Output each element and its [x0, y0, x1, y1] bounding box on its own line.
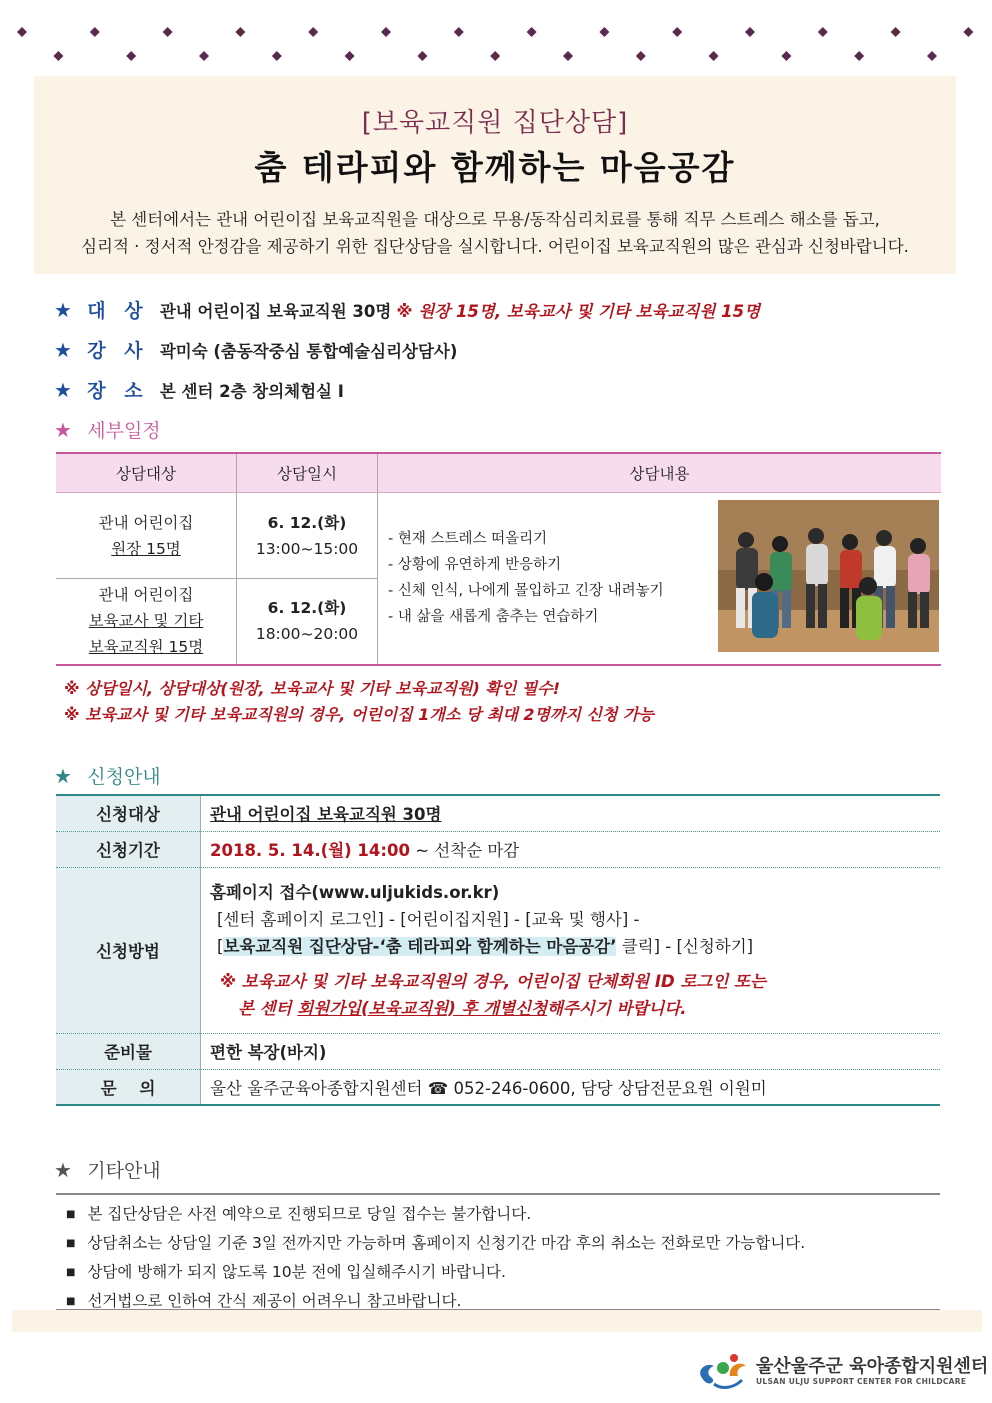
table-row [56, 795, 940, 831]
star-icon: ★ [54, 764, 72, 788]
diamond-mark [963, 27, 973, 37]
list-item: - 상황에 유연하게 반응하기 [388, 557, 562, 574]
list-item: - 현재 스트레스 떠올리기 [388, 531, 548, 548]
schedule-date: 6. 12.(화) [267, 513, 347, 532]
diamond-mark [381, 27, 391, 37]
note-part: 본 센터 [238, 998, 298, 1018]
apply-method-note-2 [210, 995, 939, 1022]
apply-contact-value: 울산 울주군육아종합지원센터 ☎ 052-246-0600, 담당 상담전문요원 이원미 [201, 1069, 941, 1105]
diamond-mark [818, 27, 828, 37]
list-item: - 내 삶을 새롭게 춤추는 연습하기 [388, 609, 599, 626]
star-icon: ★ [54, 298, 72, 322]
diamond-mark [527, 27, 537, 37]
diamond-mark [454, 27, 464, 37]
diamond-mark [672, 27, 682, 37]
page-subtitle: [보육교직원 집단상담] [361, 108, 629, 138]
list-item: ■ 상담에 방해가 되지 않도록 10분 전에 입실해주시기 바랍니다. [66, 1259, 805, 1288]
schedule-target-line: 관내 어린이집 [98, 513, 194, 532]
org-name: 울산울주군 육아종합지원센터 [756, 1356, 989, 1377]
etc-box [56, 1193, 940, 1311]
info-place-row [54, 376, 344, 403]
info-place-label: 장 소 [87, 380, 149, 402]
info-lecturer-row [54, 336, 457, 363]
diamond-mark [308, 27, 318, 37]
page-title: 춤 테라피와 함께하는 마음공감 [254, 148, 736, 187]
etc-list [66, 1201, 805, 1317]
etc-section-title: 기타안내 [87, 1160, 161, 1182]
table-row [56, 831, 940, 867]
schedule-header-date: 상담일시 [237, 453, 378, 493]
diamond-mark [235, 27, 245, 37]
schedule-target-line: 관내 어린이집 [98, 586, 194, 605]
apply-method-highlight: 보육교직원 집단상담-‘춤 테라피와 함께하는 마음공감’ [223, 936, 617, 956]
org-logo [694, 1348, 989, 1392]
apply-target-key: 신청대상 [56, 795, 201, 831]
schedule-date-cell [237, 579, 378, 665]
schedule-time: 13:00~15:00 [255, 539, 359, 558]
diamond-mark [927, 51, 937, 61]
table-row [56, 1069, 940, 1105]
schedule-target-line: 보육교직원 15명 [88, 638, 204, 657]
star-icon: ★ [54, 378, 72, 402]
intro-text [34, 206, 956, 260]
star-icon: ★ [54, 418, 72, 442]
intro-line-1: 본 센터에서는 관내 어린이집 보육교직원을 대상으로 무용/동작심리치료를 통해 직무 스트레스 해소를 돕고, [110, 210, 880, 229]
dance-therapy-photo [718, 500, 939, 652]
diamond-mark [854, 51, 864, 61]
list-item: ■ 본 집단상담은 사전 예약으로 진행되므로 당일 접수는 불가합니다. [66, 1201, 805, 1230]
org-logo-icon [694, 1348, 752, 1392]
apply-method-key: 신청방법 [56, 867, 201, 1033]
diamond-mark [90, 27, 100, 37]
info-target-value: 관내 어린이집 보육교직원 30명 [159, 302, 392, 321]
note-line: ※ 보육교사 및 기타 보육교직원의 경우, 어린이집 1개소 당 최대 2명까지 신청 가능 [64, 705, 654, 724]
diamond-border-decoration [0, 26, 992, 66]
diamond-mark [272, 51, 282, 61]
schedule-notes [64, 676, 654, 728]
schedule-target-line: 원장 15명 [111, 539, 181, 558]
apply-section-title: 신청안내 [87, 766, 161, 788]
info-place-value: 본 센터 2층 창의체험실 I [159, 382, 344, 401]
apply-prep-key: 준비물 [56, 1033, 201, 1069]
schedule-header-content: 상담내용 [378, 453, 942, 493]
schedule-date: 6. 12.(화) [267, 599, 347, 618]
apply-method-rest: 클릭] - [신청하기] [616, 936, 754, 956]
diamond-mark [563, 51, 573, 61]
list-item: ■ 선거법으로 인하여 간식 제공이 어려우니 참고바랍니다. [66, 1288, 805, 1317]
apply-period-date: 2018. 5. 14.(월) 14:00 [210, 841, 410, 860]
star-icon: ★ [54, 338, 72, 362]
schedule-target-cell [56, 493, 237, 579]
apply-target-value: 관내 어린이집 보육교직원 30명 [210, 805, 442, 825]
diamond-mark [781, 51, 791, 61]
apply-method-bracket: [ [217, 936, 224, 956]
info-lecturer-value: 곽미숙 (춤동작중심 통합예술심리상담사) [159, 342, 458, 361]
apply-period-key: 신청기간 [56, 831, 201, 867]
table-row [56, 1033, 940, 1069]
note-part: 해주시기 바랍니다. [547, 998, 687, 1018]
intro-line-2: 심리적 · 정서적 안정감을 제공하기 위한 집단상담을 실시합니다. 어린이집 보육교직원의 많은 관심과 신청바랍니다. [81, 237, 909, 256]
apply-method-line-2: [센터 홈페이지 로그인] - [어린이집지원] - [교육 및 행사] - [217, 909, 640, 929]
list-item: ■ 상담취소는 상담일 기준 3일 전까지만 가능하며 홈페이지 신청기간 마감 후의 취소는 전화로만 가능합니다. [66, 1230, 805, 1259]
schedule-header-target: 상담대상 [56, 453, 237, 493]
diamond-mark [709, 51, 719, 61]
schedule-section-title: 세부일정 [87, 420, 161, 442]
diamond-mark [417, 51, 427, 61]
note-part-underlined: 회원가입(보육교직원) 후 개별신청 [297, 998, 548, 1018]
apply-table [56, 794, 940, 1106]
diamond-mark [17, 27, 27, 37]
schedule-time: 18:00~20:00 [255, 625, 359, 644]
schedule-date-cell [237, 493, 378, 579]
star-icon: ★ [54, 1158, 72, 1182]
info-target-row [54, 296, 760, 323]
diamond-mark [599, 27, 609, 37]
apply-method-line-1: 홈페이지 접수(www.uljukids.or.kr) [210, 882, 500, 902]
diamond-mark [636, 51, 646, 61]
schedule-header-row [56, 453, 941, 493]
apply-contact-key: 문 의 [56, 1069, 201, 1105]
diamond-mark [745, 27, 755, 37]
apply-period-rest: ~ 선착순 마감 [415, 841, 520, 860]
diamond-mark [345, 51, 355, 61]
apply-prep-value: 편한 복장(바지) [201, 1033, 941, 1069]
etc-section-heading [54, 1156, 161, 1183]
info-lecturer-label: 강 사 [87, 340, 149, 362]
diamond-mark [490, 51, 500, 61]
footer-bar [12, 1310, 982, 1332]
info-target-label: 대 상 [87, 300, 149, 322]
schedule-target-cell [56, 579, 237, 665]
apply-section-heading [54, 762, 161, 789]
table-row [56, 867, 940, 1033]
schedule-target-line: 보육교사 및 기타 [88, 612, 204, 631]
diamond-mark [199, 51, 209, 61]
apply-method-note-1: ※ 보육교사 및 기타 보육교직원의 경우, 어린이집 단체회원 ID 로그인 또는 [220, 971, 766, 991]
diamond-mark [891, 27, 901, 37]
apply-method-line-3 [210, 933, 939, 960]
info-target-note: ※ 원장 15명, 보육교사 및 기타 보육교직원 15명 [396, 302, 761, 321]
list-item: - 신체 인식, 나에게 몰입하고 긴장 내려놓기 [388, 583, 664, 600]
header-box [34, 76, 956, 274]
diamond-mark [126, 51, 136, 61]
note-line: ※ 상담일시, 상담대상(원장, 보육교사 및 기타 보육교직원) 확인 필수! [64, 679, 561, 698]
org-name-en: ULSAN ULJU SUPPORT CENTER FOR CHILDCARE [756, 1377, 967, 1386]
schedule-section-heading [54, 416, 161, 443]
diamond-mark [163, 27, 173, 37]
diamond-mark [53, 51, 63, 61]
